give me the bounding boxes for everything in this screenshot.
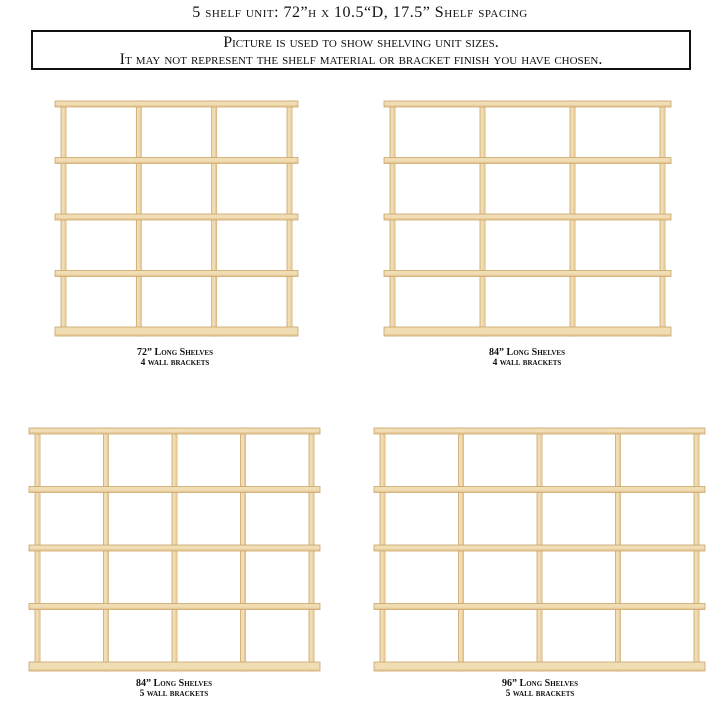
shelf-edge-shade bbox=[385, 218, 671, 219]
shelf-edge-shade bbox=[30, 491, 320, 492]
shelf-unit-84-4-brackets bbox=[384, 99, 671, 336]
shelf-edge-shade bbox=[375, 669, 705, 670]
shelf-edge-shade bbox=[385, 334, 671, 335]
shelf-unit-96-5-brackets bbox=[374, 426, 705, 671]
shelf-length-label: 72” Long Shelves bbox=[137, 347, 213, 358]
shelf-length-label: 96” Long Shelves bbox=[502, 678, 578, 689]
shelf-edge-shade bbox=[375, 549, 705, 550]
shelf-edge-shade bbox=[375, 608, 705, 609]
shelf-length-label: 84” Long Shelves bbox=[136, 678, 212, 689]
shelf-edge-shade bbox=[56, 218, 298, 219]
unit-caption bbox=[94, 678, 254, 700]
shelf-unit-72-4-brackets bbox=[55, 99, 298, 336]
shelf-unit-drawing bbox=[29, 426, 320, 671]
shelf-unit-drawing bbox=[374, 426, 705, 671]
shelf-edge-shade bbox=[56, 334, 298, 335]
unit-caption bbox=[460, 678, 620, 700]
shelf-edge-shade bbox=[30, 669, 320, 670]
bracket-count-label: 4 wall brackets bbox=[492, 358, 562, 368]
shelf-unit-drawing bbox=[384, 99, 671, 336]
shelf-edge-shade bbox=[385, 162, 671, 163]
bracket-count-label: 4 wall brackets bbox=[140, 358, 210, 368]
disclaimer-line-1: Picture is used to show shelving unit sizes. bbox=[223, 34, 499, 51]
shelf-edge-shade bbox=[56, 275, 298, 276]
shelf-edge-shade bbox=[30, 432, 320, 433]
shelf-edge-shade bbox=[30, 549, 320, 550]
unit-caption bbox=[447, 347, 607, 369]
shelf-unit-84-5-brackets bbox=[29, 426, 320, 671]
shelf-edge-shade bbox=[375, 432, 705, 433]
bracket-count-label: 5 wall brackets bbox=[505, 689, 575, 699]
page-title: 5 shelf unit: 72”h x 10.5“D, 17.5” Shelf spacing bbox=[192, 4, 528, 21]
shelf-edge-shade bbox=[375, 491, 705, 492]
shelf-edge-shade bbox=[56, 162, 298, 163]
shelf-length-label: 84” Long Shelves bbox=[489, 347, 565, 358]
disclaimer-line-2: It may not represent the shelf material or bracket finish you have chosen. bbox=[119, 51, 603, 68]
disclaimer-box bbox=[31, 30, 691, 70]
unit-caption bbox=[95, 347, 255, 369]
bracket-count-label: 5 wall brackets bbox=[139, 689, 209, 699]
shelf-edge-shade bbox=[30, 608, 320, 609]
shelf-edge-shade bbox=[385, 105, 671, 106]
shelf-edge-shade bbox=[56, 105, 298, 106]
shelf-edge-shade bbox=[385, 275, 671, 276]
shelf-unit-drawing bbox=[55, 99, 298, 336]
